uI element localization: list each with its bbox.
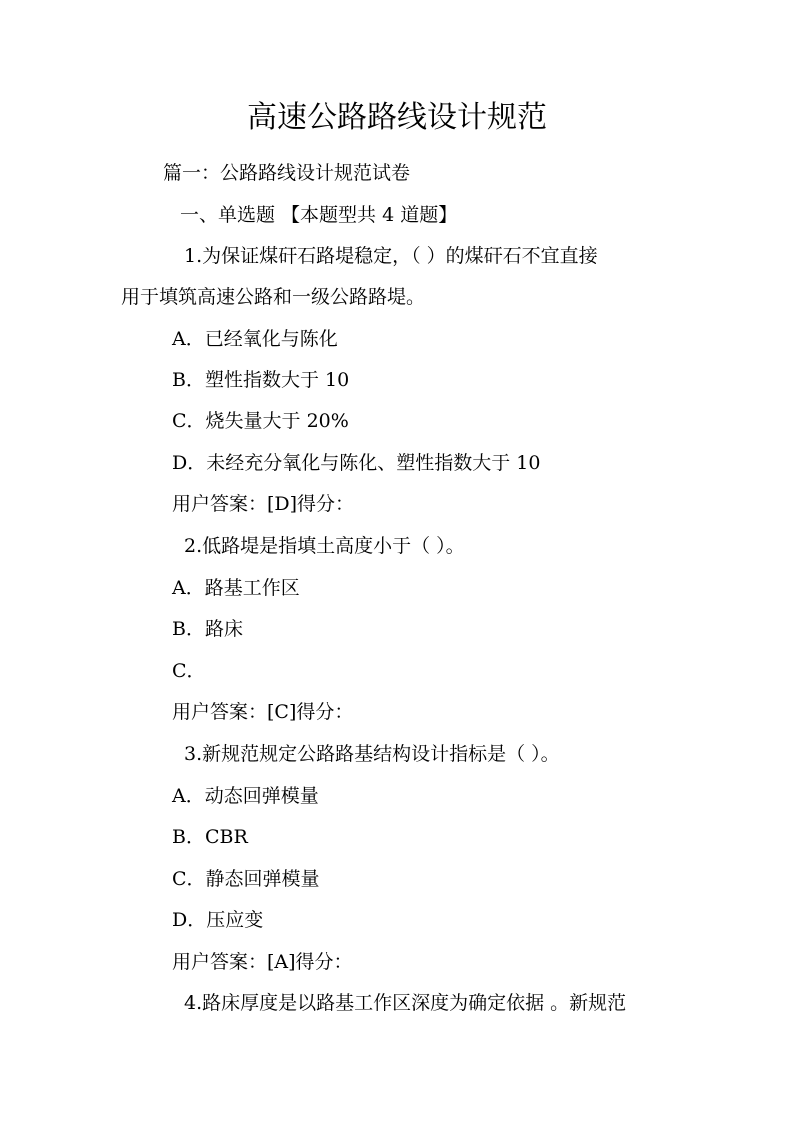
user-answer: 用户答案：[C]得分： [172, 701, 354, 723]
document-subtitle: 篇一：公路路线设计规范试卷 [163, 162, 411, 184]
question-stem: 1.为保证煤矸石路堤稳定，（ ）的煤矸石不宜直接 [184, 245, 598, 267]
question-stem: 2.低路堤是指填土高度小于（ ）。 [184, 535, 465, 557]
answer-option: C．静态回弹模量 [172, 868, 320, 890]
answer-option: A．路基工作区 [172, 577, 300, 599]
user-answer: 用户答案：[A]得分： [172, 951, 353, 973]
document-title: 高速公路路线设计规范 [247, 100, 547, 135]
answer-option: D．压应变 [172, 909, 264, 931]
user-answer: 用户答案：[D]得分： [172, 493, 355, 515]
answer-option: B．塑性指数大于 10 [172, 369, 350, 391]
question-stem-continued: 用于填筑高速公路和一级公路路堤。 [121, 286, 426, 308]
answer-option: B．路床 [172, 618, 243, 640]
answer-option: D．未经充分氧化与陈化、塑性指数大于 10 [172, 452, 541, 474]
section-heading: 一、单选题 【本题型共 4 道题】 [180, 204, 458, 226]
answer-option: A．动态回弹模量 [172, 785, 319, 807]
question-stem: 3.新规范规定公路路基结构设计指标是（ ）。 [184, 743, 560, 765]
answer-option: C．烧失量大于 20% [172, 410, 349, 432]
question-stem: 4.路床厚度是以路基工作区深度为确定依据 。新规范 [184, 992, 627, 1014]
answer-option: C． [172, 660, 206, 682]
answer-option: A．已经氧化与陈化 [172, 328, 338, 350]
answer-option: B．CBR [172, 826, 248, 848]
